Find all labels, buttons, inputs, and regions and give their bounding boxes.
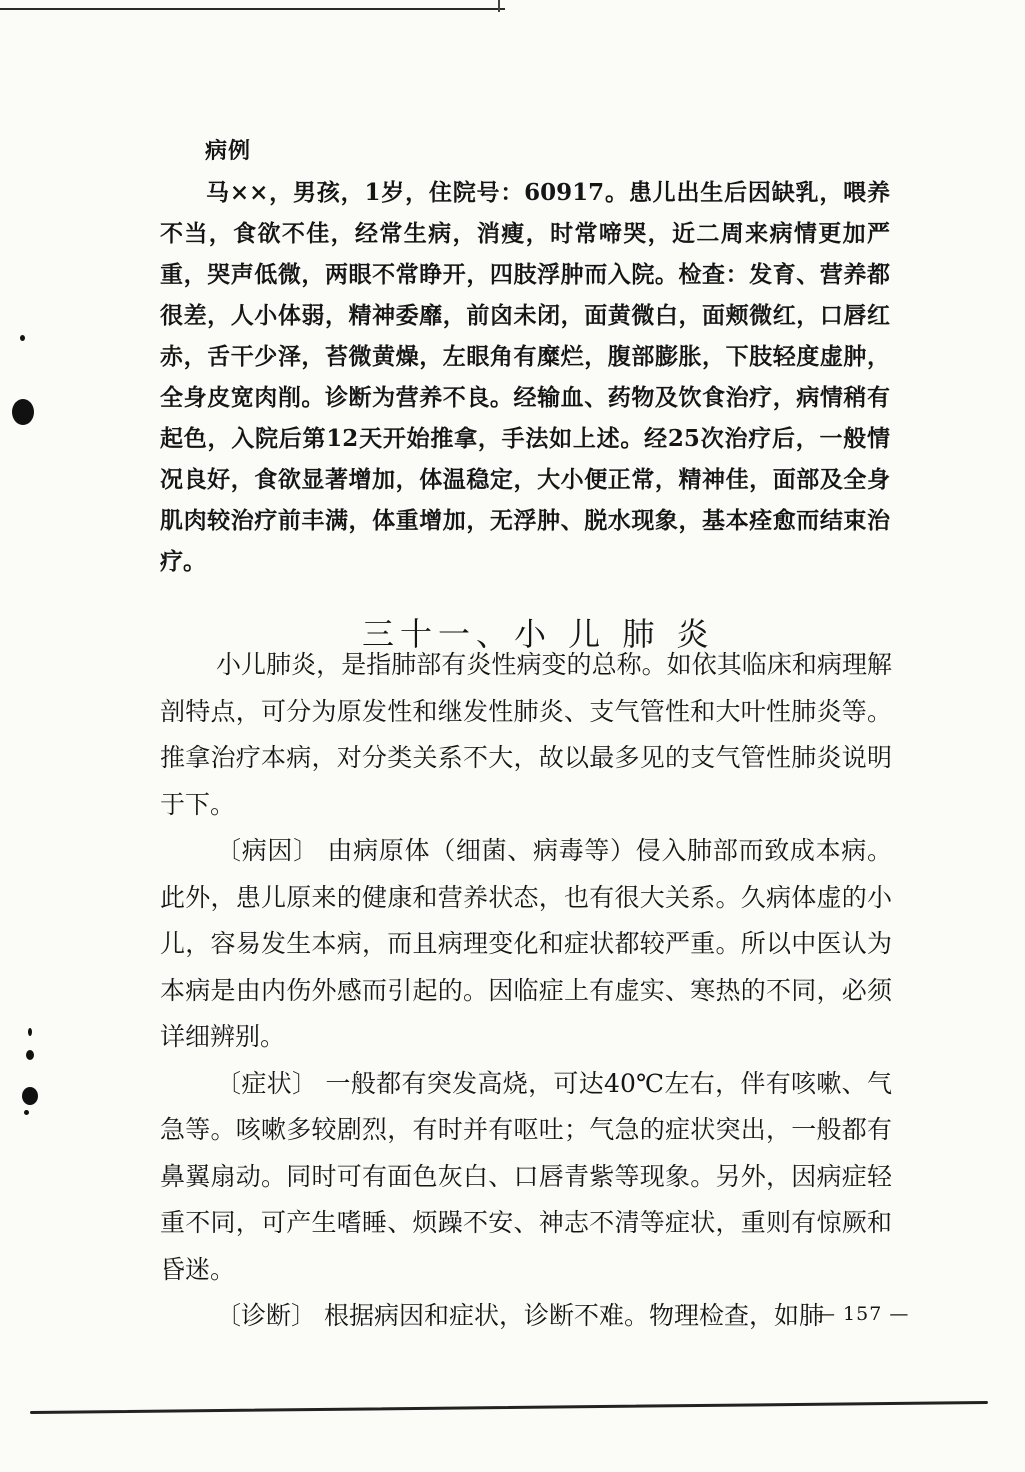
scan-spot xyxy=(22,1087,38,1105)
scan-spot xyxy=(28,1028,32,1036)
paragraph-intro: 小儿肺炎，是指肺部有炎性病变的总称。如依其临床和病理解剖特点，可分为原发性和继发性肺炎、支气管性和大叶性肺炎等。推拿治疗本病，对分类关系不大，故以最多见的支气管性肺炎说明于下。 xyxy=(160,650,892,819)
scan-top-rule xyxy=(0,8,505,10)
scan-top-rule-end xyxy=(498,0,500,12)
scan-bottom-rule xyxy=(30,1401,988,1414)
case-text: 马××，男孩，1岁，住院号：60917。患儿出生后因缺乳，喂养不当，食欲不佳，经常生病，消瘦，时常啼哭，近二周来病情更加严重，哭声低微，两眼不常睁开，四肢浮肿而入院。检查：发育、营养都很差，人小体弱，精神委靡，前囟未闭，面黄微白，面颊微红，口唇红赤，舌干少泽，苔微黄燥，左眼角有糜烂，腹部膨胀，下肢轻度虚肿，全身皮宽肉削。诊断为营养不良。经输血、药物及饮食治疗，病情稍有起色，入院后第12天开始推拿，手法如上述。经25次治疗后，一般情况良好，食欲显著增加，体温稳定，大小便正常，精神佳，面部及全身肌肉较治疗前丰满，体重增加，无浮肿、脱水现象，基本痊愈而结束治疗。 xyxy=(160,179,890,575)
section-title: 三十一、小 儿 肺 炎 xyxy=(362,614,715,653)
scan-spot xyxy=(20,335,25,341)
scan-spot xyxy=(24,1110,29,1115)
scan-spot xyxy=(12,399,34,425)
case-heading: 病例 xyxy=(205,138,252,164)
section-body xyxy=(160,642,892,1340)
paragraph-diagnosis: 〔诊断〕 根据病因和症状，诊断不难。物理检查，如肺 xyxy=(216,1301,824,1330)
paragraph-etiology: 〔病因〕 由病原体（细菌、病毒等）侵入肺部而致成本病。此外，患儿原来的健康和营养状态，也有很大关系。久病体虚的小儿，容易发生本病，而且病理变化和症状都较严重。所以中医认为本病是由内伤外感而引起的。因临症上有虚实、寒热的不同，必须详细辨别。 xyxy=(160,836,892,1051)
page-number: — 157 — xyxy=(816,1303,910,1325)
scan-spot xyxy=(26,1050,34,1060)
paragraph-symptoms: 〔症状〕 一般都有突发高烧，可达40℃左右，伴有咳嗽、气急等。咳嗽多较剧烈，有时并有呕吐；气急的症状突出，一般都有鼻翼扇动。同时可有面色灰白、口唇青紫等现象。另外，因病症轻重不同，可产生嗜睡、烦躁不安、神志不清等症状，重则有惊厥和昏迷。 xyxy=(160,1068,892,1284)
